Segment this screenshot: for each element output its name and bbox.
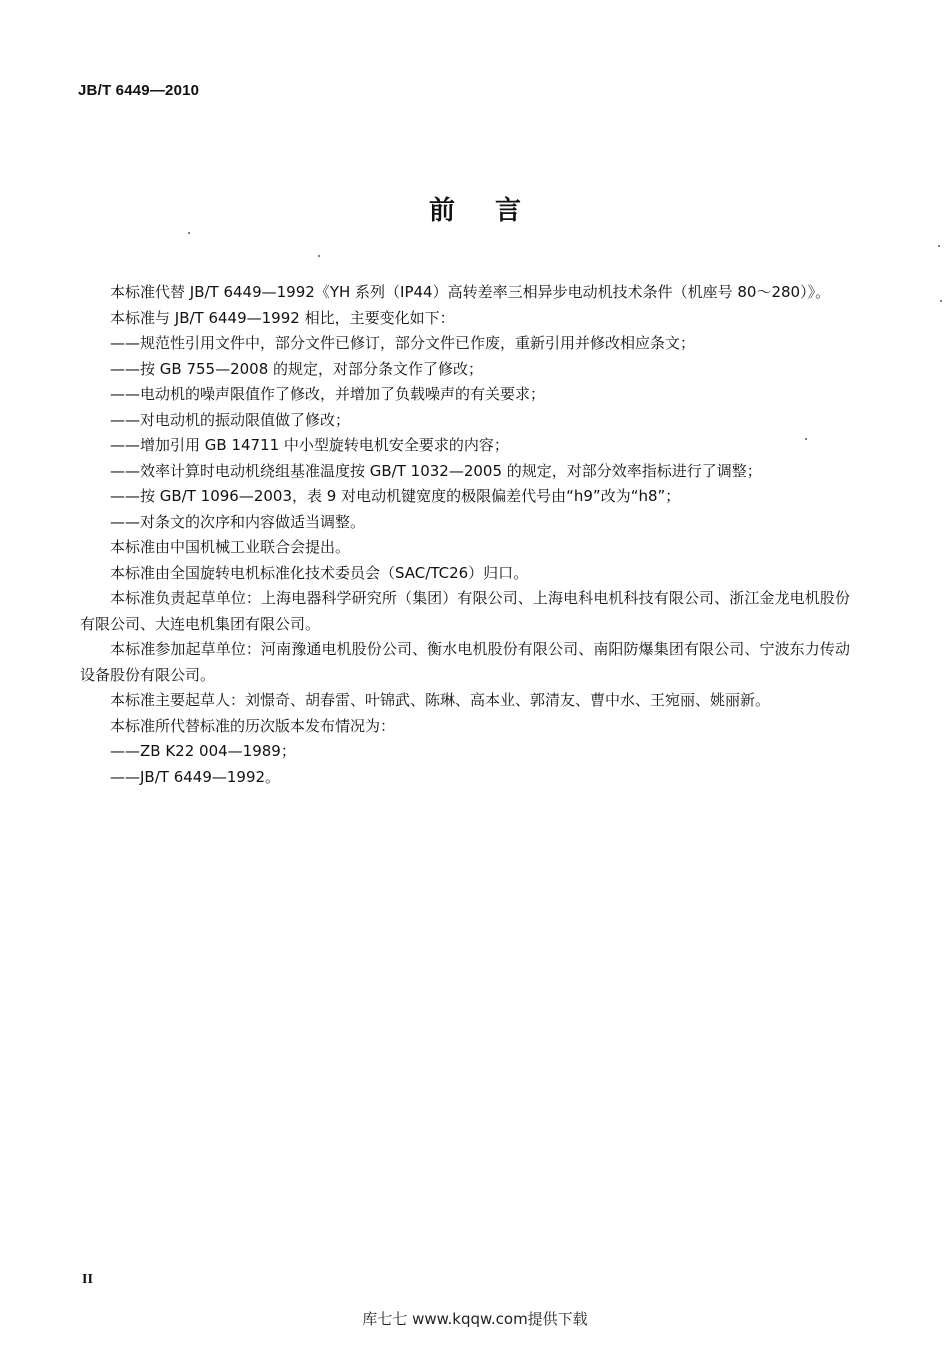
change-item: ——增加引用 GB 14711 中小型旋转电机安全要求的内容；: [110, 436, 509, 454]
scan-speck: [940, 300, 942, 302]
paragraph: 本标准与 JB/T 6449—1992 相比，主要变化如下：: [110, 308, 455, 327]
history-item: ——JB/T 6449—1992。: [110, 767, 281, 786]
paragraph: 本标准由中国机械工业联合会提出。: [110, 538, 351, 556]
change-item: ——按 GB/T 1096—2003，表 9 对电动机键宽度的极限偏差代号由“h9”改为“h8”；: [110, 487, 681, 505]
page-number: II: [82, 1272, 93, 1287]
scan-speck: [805, 438, 807, 440]
standard-number: JB/T 6449—2010: [78, 82, 200, 99]
paragraph: 本标准所代替标准的历次版本发布情况为：: [110, 716, 396, 735]
change-item: ——对条文的次序和内容做适当调整。: [110, 512, 366, 531]
change-item: ——对电动机的振动限值做了修改；: [110, 410, 351, 429]
scan-speck: [318, 255, 320, 257]
change-item: ——电动机的噪声限值作了修改，并增加了负载噪声的有关要求；: [110, 385, 546, 403]
paragraph: 本标准代替 JB/T 6449—1992《YH 系列（IP44）高转差率三相异步电动机技术条件（机座号 80～280）》。: [110, 283, 831, 301]
watermark: 库七七 www.kqqw.com提供下载: [362, 1310, 588, 1328]
scan-speck: [188, 232, 190, 234]
page-title: 前言: [428, 196, 561, 226]
scan-speck: [938, 245, 940, 247]
paragraph: 本标准负责起草单位：上海电器科学研究所（集团）有限公司、上海电科电机科技有限公司、浙江金龙电机股份有限公司、大连电机集团有限公司。: [80, 589, 850, 633]
change-item: ——按 GB 755—2008 的规定，对部分条文作了修改；: [110, 359, 484, 378]
paragraph: 本标准主要起草人：刘憬奇、胡春雷、叶锦武、陈琳、高本业、郭清友、曹中水、王宛丽、姚丽新。: [110, 691, 771, 709]
paragraph: 本标准由全国旋转电机标准化技术委员会（SAC/TC26）归口。: [110, 563, 529, 582]
change-item: ——效率计算时电动机绕组基准温度按 GB/T 1032—2005 的规定，对部分效率指标进行了调整；: [110, 461, 762, 480]
paragraph: 本标准参加起草单位：河南豫通电机股份公司、衡水电机股份有限公司、南阳防爆集团有限公司、宁波东力传动设备股份有限公司。: [80, 640, 850, 684]
foreword-body: [80, 280, 850, 790]
history-item: ——ZB K22 004—1989；: [110, 742, 296, 760]
change-item: ——规范性引用文件中，部分文件已修订，部分文件已作废，重新引用并修改相应条文；: [110, 334, 696, 352]
